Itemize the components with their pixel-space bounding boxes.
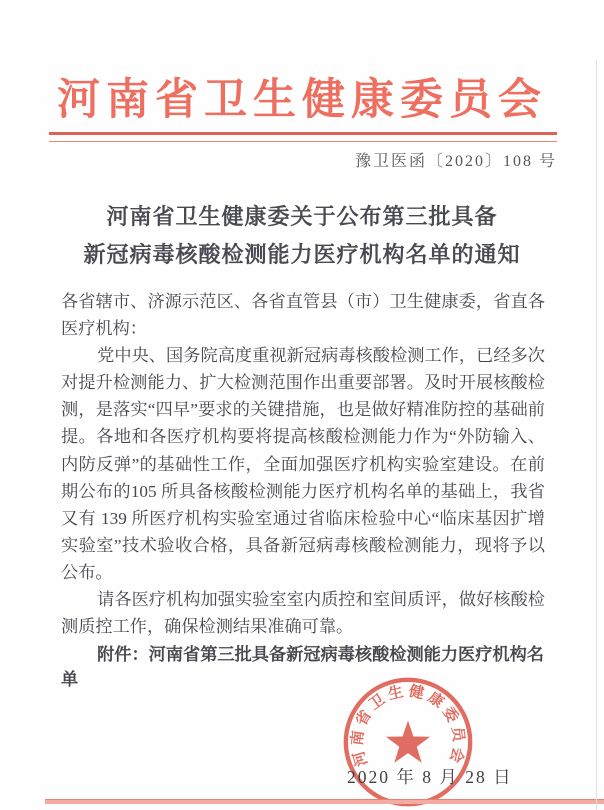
document-reference-number: 豫卫医函〔2020〕108 号 xyxy=(354,153,557,170)
document-date: 2020 年 8 月 28 日 xyxy=(347,767,513,787)
footer-divider-rule xyxy=(45,799,604,804)
document-title-line-2: 新冠病毒核酸检测能力医疗机构名单的通知 xyxy=(83,242,521,267)
salutation: 各省辖市、济源示范区、各省直管县（市）卫生健康委，省直各医疗机构： xyxy=(61,292,545,339)
issuing-authority-header: 河南省卫生健康委员会 xyxy=(57,77,547,124)
body-paragraph-1: 党中央、国务院高度重视新冠病毒核酸检测工作，已经多次对提升检测能力、扩大检测范围作出重要部署。及时开展核酸检测，是落实“四早”要求的关键措施，也是做好精准防控的基础前提。各地和各医疗机构要将提高核酸检测能力作为“外防输入、内防反弹”的基础性工作，全面加强医疗机构实验室建设。在前期公布的105 所具备核酸检测能力医疗机构名单的基础上，我省又有 139 所医疗机构实验室通过省临床检验中心“临床基因扩增实验室”技术验收合格，具备新冠病毒核酸检测能力，现将予以公布。 xyxy=(61,346,545,582)
header-divider-rule xyxy=(49,132,557,142)
document-title-line-1: 河南省卫生健康委关于公布第三批具备 xyxy=(106,204,498,229)
document-title xyxy=(30,198,574,274)
seal-curved-text: 河南省卫生健康委员会 xyxy=(349,683,467,768)
body-paragraph-2: 请各医疗机构加强实验室室内质控和室间质评，做好核酸检测质控工作，确保检测结果准确可靠。 xyxy=(61,590,545,637)
document-body xyxy=(61,288,545,640)
scanned-page-edge xyxy=(596,60,597,810)
attachment-reference: 附件：河南省第三批具备新冠病毒核酸检测能力医疗机构名单 xyxy=(61,645,544,689)
official-seal-stamp xyxy=(340,674,476,810)
star-icon xyxy=(386,721,430,763)
